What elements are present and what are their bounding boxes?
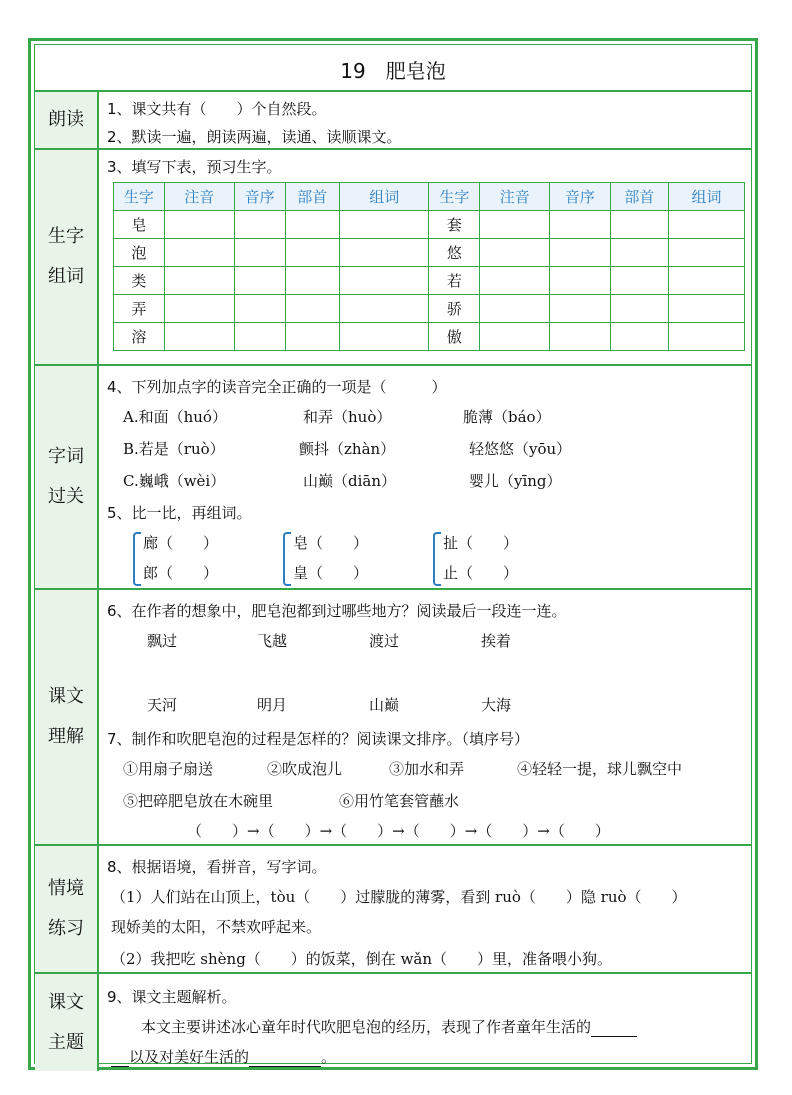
table-header-cell: 注音 [480,183,550,211]
blank-cell[interactable] [610,267,668,295]
blank-cell[interactable] [610,295,668,323]
blank-cell[interactable] [285,267,340,295]
sentence-2[interactable]: （2）我把吃 shèng（ ）的饭菜，倒在 wǎn（ ）里，准备喂小狗。 [111,950,613,968]
table-header-cell: 组词 [669,183,745,211]
compare-1b[interactable]: 郎（ ） [143,564,219,582]
char-cell: 弄 [114,295,165,323]
compare-2a[interactable]: 皂（ ） [293,534,369,552]
blank-cell[interactable] [340,323,429,351]
theme-text-3: 。 [321,1048,337,1066]
theme-blank-2[interactable] [249,1048,321,1067]
words-label [35,366,99,588]
option-b-1[interactable]: B.若是（ruò） [123,440,225,458]
question-9: 9、课文主题解析。 [107,988,237,1006]
question-2: 2、默读一遍，朗读两遍，读通、读顺课文。 [107,128,402,146]
understanding-content [107,590,745,844]
worksheet-inner [34,44,752,1064]
context-label-text-1: 情境 [48,878,84,899]
blank-cell[interactable] [669,267,745,295]
blank-cell[interactable] [669,295,745,323]
theme-line-2 [111,1046,336,1067]
place-2[interactable]: 明月 [257,696,288,714]
place-1[interactable]: 天河 [147,696,178,714]
char-cell: 皂 [114,211,165,239]
blank-cell[interactable] [234,239,285,267]
char-cell: 套 [429,211,480,239]
blank-cell[interactable] [340,295,429,323]
option-a-3: 脆薄（báo） [463,408,551,426]
question-5: 5、比一比，再组词。 [107,504,252,522]
blank-cell[interactable] [234,323,285,351]
blank-cell[interactable] [610,211,668,239]
table-header-cell: 音序 [234,183,285,211]
blank-cell[interactable] [340,267,429,295]
chars-label-text-1: 生字 [48,226,84,247]
step-6: ⑥用竹笔套管蘸水 [339,792,460,810]
table-row [114,239,745,267]
blank-cell[interactable] [550,323,610,351]
question-3: 3、填写下表，预习生字。 [107,158,282,176]
theme-content [107,974,745,1071]
theme-text-1: 本文主要讲述冰心童年时代吹肥皂泡的经历，表现了作者童年生活的 [141,1018,592,1036]
title-row [35,45,751,92]
compare-2b[interactable]: 皇（ ） [293,564,369,582]
blank-cell[interactable] [340,211,429,239]
words-content [107,366,745,588]
blank-cell[interactable] [669,211,745,239]
verb-2[interactable]: 飞越 [257,632,288,650]
question-4: 4、下列加点字的读音完全正确的一项是（ ） [107,378,447,396]
blank-cell[interactable] [285,239,340,267]
sentence-1a[interactable]: （1）人们站在山顶上，tòu（ ）过朦胧的薄雾，看到 ruò（ ）隐 ruò（ ） [111,888,687,906]
chars-row [35,150,751,366]
theme-label-text-2: 主题 [48,1031,84,1053]
brace-3 [433,532,441,586]
blank-cell[interactable] [285,323,340,351]
chars-label [35,150,99,364]
theme-label-text-1: 课文 [48,991,84,1013]
blank-cell[interactable] [285,211,340,239]
understanding-label-text-2: 理解 [48,726,84,747]
reading-label-text: 朗读 [48,109,84,130]
theme-line-1 [141,1016,637,1037]
char-cell: 类 [114,267,165,295]
blank-cell[interactable] [480,323,550,351]
brace-2 [283,532,291,586]
option-a-1[interactable]: A.和面（huó） [123,408,227,426]
table-row [114,295,745,323]
sentence-1b: 现娇美的太阳，不禁欢呼起来。 [111,918,322,936]
blank-cell[interactable] [480,295,550,323]
table-header-cell: 生字 [429,183,480,211]
chars-label-text-2: 组词 [48,266,84,287]
page-title: 19 肥皂泡 [340,59,446,83]
character-table [113,182,745,351]
question-7: 7、制作和吹肥皂泡的过程是怎样的？阅读课文排序。（填序号） [107,730,530,748]
theme-blank-1-cont[interactable] [111,1048,129,1067]
option-a-2: 和弄（huò） [303,408,392,426]
option-c-3: 婴儿（yīng） [469,472,562,490]
words-row [35,366,751,590]
step-1: ①用扇子扇送 [123,760,214,778]
question-1: 1、课文共有（ ）个自然段。 [107,100,327,118]
table-row [114,323,745,351]
context-content [107,846,745,972]
blank-cell[interactable] [480,211,550,239]
context-label [35,846,99,972]
table-header-cell: 注音 [164,183,234,211]
blank-cell[interactable] [480,267,550,295]
understanding-row [35,590,751,846]
chars-content [107,150,745,364]
brace-1 [133,532,141,586]
blank-cell[interactable] [550,211,610,239]
char-cell: 骄 [429,295,480,323]
table-header-row [114,183,745,211]
blank-cell[interactable] [550,295,610,323]
question-6: 6、在作者的想象中，肥皂泡都到过哪些地方？阅读最后一段连一连。 [107,602,567,620]
table-row [114,211,745,239]
understanding-label-text-1: 课文 [48,686,84,707]
table-header-cell: 部首 [610,183,668,211]
blank-cell[interactable] [285,295,340,323]
table-row [114,267,745,295]
blank-cell[interactable] [164,323,234,351]
verb-1[interactable]: 飘过 [147,632,178,650]
blank-cell[interactable] [669,323,745,351]
blank-cell[interactable] [550,267,610,295]
blank-cell[interactable] [610,323,668,351]
context-row [35,846,751,974]
blank-cell[interactable] [550,239,610,267]
option-c-1[interactable]: C.巍峨（wèi） [123,472,226,490]
worksheet [28,38,758,1070]
blank-cell[interactable] [480,239,550,267]
compare-3a[interactable]: 扯（ ） [443,534,519,552]
step-2: ②吹成泡儿 [267,760,343,778]
place-3[interactable]: 山巅 [369,696,400,714]
reading-row [35,92,751,150]
blank-cell[interactable] [164,295,234,323]
place-4[interactable]: 大海 [481,696,512,714]
compare-3b[interactable]: 止（ ） [443,564,519,582]
order-answer-line[interactable]: （ ）→（ ）→（ ）→（ ）→（ ）→（ ） [187,822,610,840]
table-header-cell: 生字 [114,183,165,211]
char-cell: 悠 [429,239,480,267]
blank-cell[interactable] [164,211,234,239]
blank-cell[interactable] [234,267,285,295]
blank-cell[interactable] [610,239,668,267]
words-label-text-1: 字词 [48,446,84,467]
reading-label [35,92,99,148]
blank-cell[interactable] [164,239,234,267]
option-b-2: 颤抖（zhàn） [299,440,396,458]
theme-blank-1[interactable] [591,1018,637,1037]
theme-row [35,974,751,1071]
verb-3[interactable]: 渡过 [369,632,400,650]
blank-cell[interactable] [164,267,234,295]
step-5: ⑤把碎肥皂放在木碗里 [123,792,274,810]
theme-text-2: 以及对美好生活的 [129,1048,250,1066]
option-c-2: 山巅（diān） [303,472,397,490]
understanding-label [35,590,99,844]
step-3: ③加水和弄 [389,760,465,778]
char-cell: 傲 [429,323,480,351]
char-cell: 泡 [114,239,165,267]
blank-cell[interactable] [669,239,745,267]
reading-content [107,92,745,148]
question-8: 8、根据语境，看拼音，写字词。 [107,858,327,876]
table-header-cell: 音序 [550,183,610,211]
blank-cell[interactable] [234,295,285,323]
char-cell: 若 [429,267,480,295]
compare-1a[interactable]: 廊（ ） [143,534,219,552]
table-header-cell: 部首 [285,183,340,211]
table-header-cell: 组词 [340,183,429,211]
verb-4[interactable]: 挨着 [481,632,512,650]
blank-cell[interactable] [234,211,285,239]
step-4: ④轻轻一提，球儿飘空中 [517,760,683,778]
option-b-3: 轻悠悠（yōu） [469,440,572,458]
char-cell: 溶 [114,323,165,351]
words-label-text-2: 过关 [48,486,84,507]
theme-label [35,974,99,1071]
blank-cell[interactable] [340,239,429,267]
context-label-text-2: 练习 [48,918,84,939]
